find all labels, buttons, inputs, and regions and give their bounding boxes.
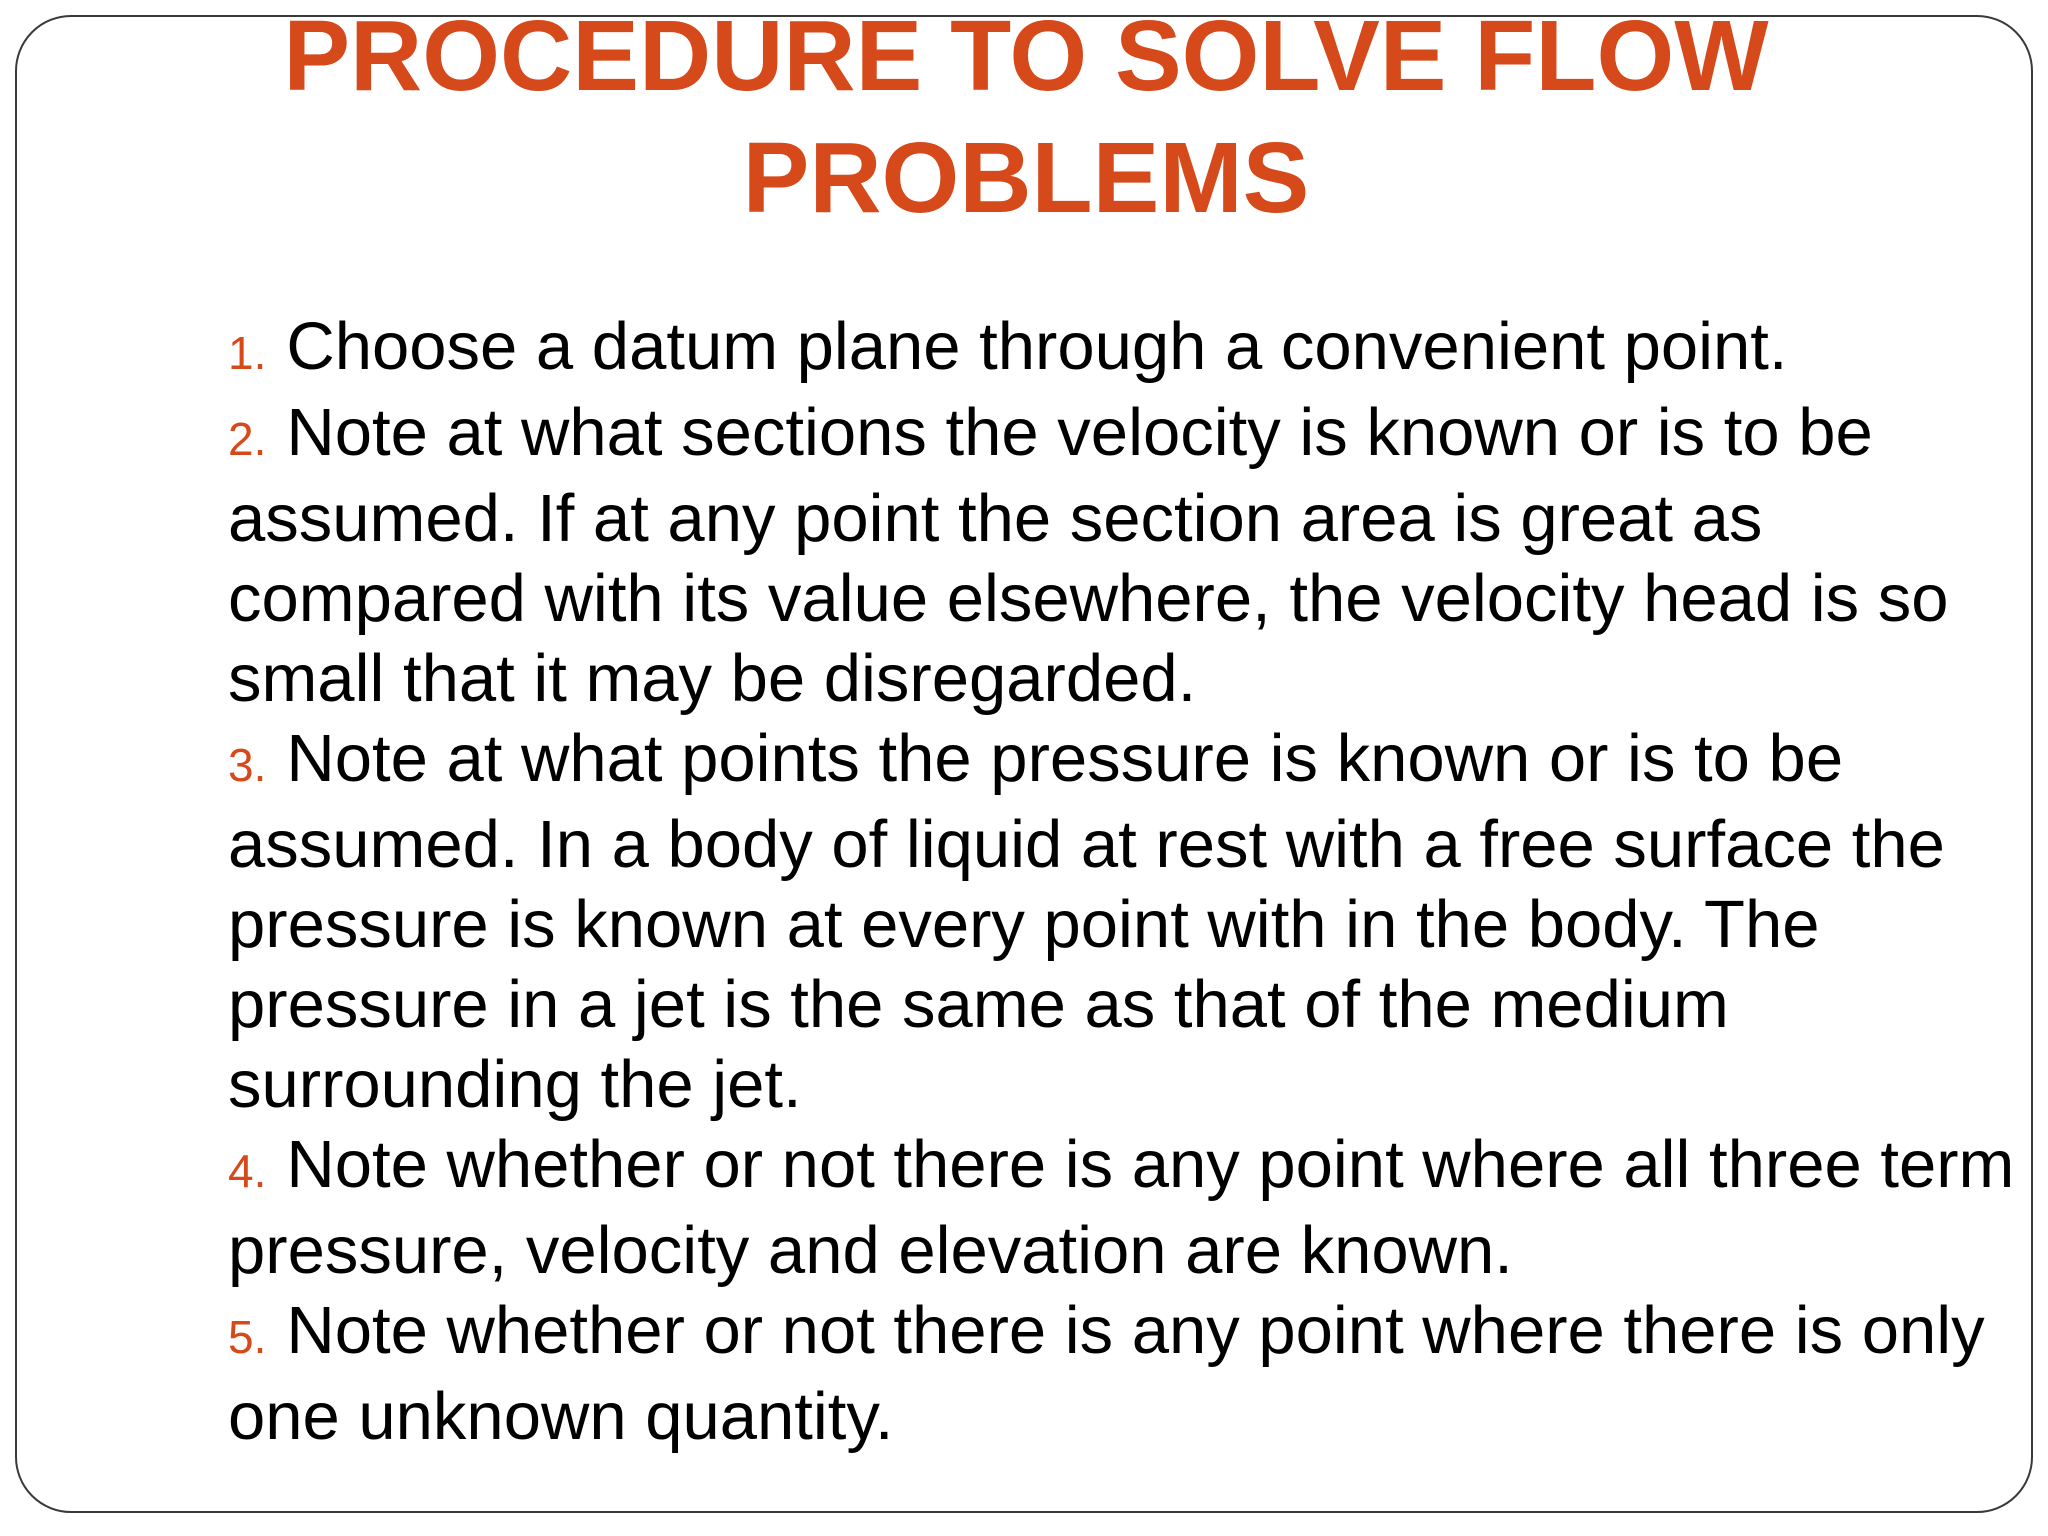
slide-frame: [15, 15, 2033, 1513]
list-item: [228, 1291, 2018, 1457]
list-item: [228, 393, 2018, 719]
list-item-text: Note at what sections the velocity is known or is to be assumed. If at any point the section area is great as compared with its value elsewhere, the velocity head is so small that it may be disregarded.: [228, 395, 1949, 716]
list-item: [228, 719, 2018, 1125]
list-item-text: Note at what points the pressure is known or is to be assumed. In a body of liquid at rest with a free surface the pressure is known at every point with in the body. The pressure in a jet is the same as that of the medium surrounding the jet.: [228, 721, 1945, 1122]
list-item-text: Choose a datum plane through a convenient point.: [286, 309, 1788, 384]
slide-title-line-1: PROCEDURE TO SOLVE FLOW: [283, 15, 1769, 112]
slide-title: [15, 15, 2033, 239]
list-item-number: 5.: [228, 1311, 267, 1363]
list-item: [228, 307, 2018, 393]
list-item-number: 3.: [228, 739, 267, 791]
list-item-number: 1.: [228, 327, 267, 379]
list-item-text: Note whether or not there is any point where all three term pressure, velocity and elevation are known.: [228, 1127, 2015, 1288]
list-item-number: 2.: [228, 413, 267, 465]
procedure-list: [228, 307, 2018, 1457]
list-item-number: 4.: [228, 1145, 267, 1197]
list-item-text: Note whether or not there is any point where there is only one unknown quantity.: [228, 1293, 1985, 1454]
list-item: [228, 1125, 2018, 1291]
slide-title-line-2: PROBLEMS: [742, 122, 1310, 234]
